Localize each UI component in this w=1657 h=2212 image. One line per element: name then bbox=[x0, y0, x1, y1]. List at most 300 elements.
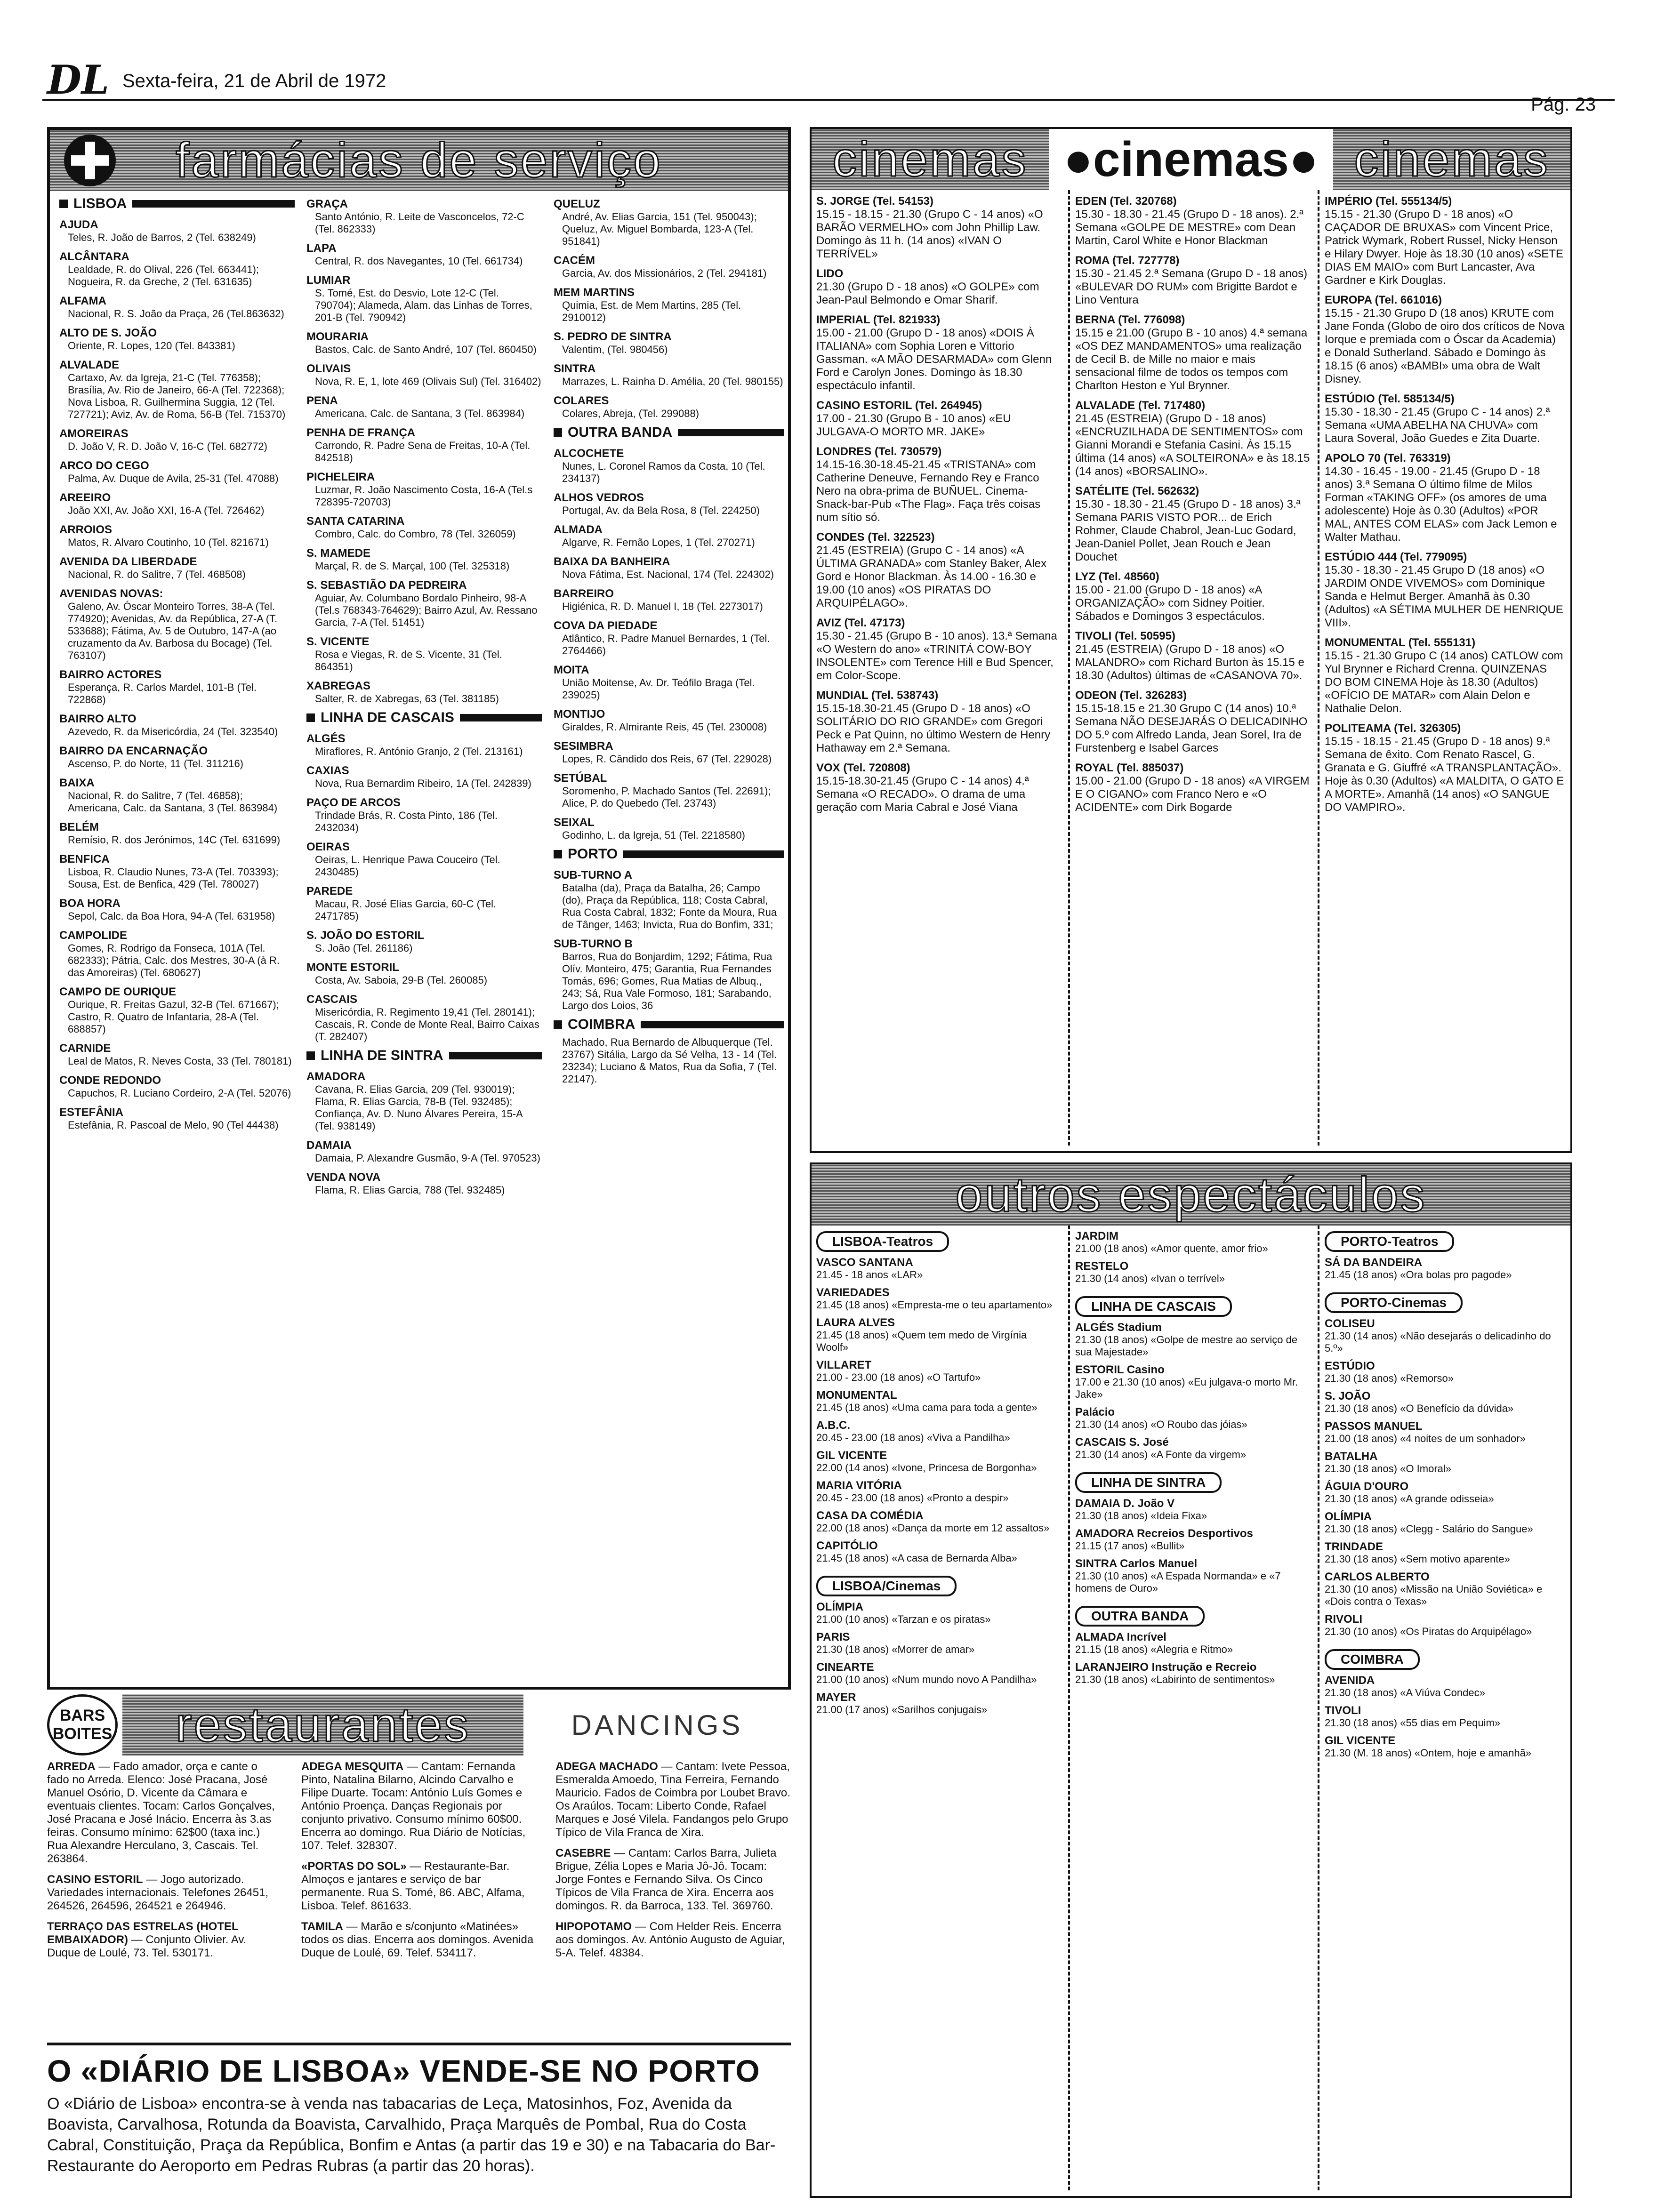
cinema-listing bbox=[1075, 630, 1311, 682]
venue-name: AMADORA Recreios Desportivos bbox=[1075, 1527, 1253, 1540]
cinema-listing bbox=[1325, 452, 1565, 544]
pharmacy-entry: Luzmar, R. João Nascimento Costa, 16-A (Tel.s 728395-720703) bbox=[315, 484, 533, 508]
venue-name: VARIEDADES bbox=[816, 1286, 890, 1299]
farmacias-sintra-cont-list bbox=[554, 198, 784, 420]
pharmacy-entry: Carrondo, R. Padre Sena de Freitas, 10-A (Tel. 842518) bbox=[315, 440, 531, 464]
show-listing bbox=[1075, 1558, 1311, 1595]
show-listing bbox=[1325, 1318, 1565, 1354]
mid-top-list bbox=[1075, 1226, 1311, 1285]
pharmacy-location: ARROIOS bbox=[59, 523, 113, 536]
cinema-details: 15.15 e 21.00 (Grupo B - 10 anos) 4.ª semana «OS DEZ MANDAMENTOS» uma realização de Cecil B. de Mille no maior e mais sensacional filme de todos os tempos com Charlton Heston e Yul Brynner. bbox=[1075, 327, 1308, 392]
cinemas-title-right: cinemas bbox=[1333, 129, 1570, 190]
pharmacy-location: MEM MARTINS bbox=[554, 286, 635, 299]
pharmacy-entry: Nova, Rua Bernardim Ribeiro, 1A (Tel. 242839) bbox=[315, 777, 531, 789]
coimbra-header: COIMBRA bbox=[554, 1017, 784, 1033]
cinema-listing bbox=[1075, 689, 1311, 755]
show-listing bbox=[816, 1661, 1061, 1686]
venue-name: Palácio bbox=[1075, 1406, 1115, 1419]
cinema-listing bbox=[816, 531, 1061, 610]
venue-name: VILLARET bbox=[816, 1359, 872, 1371]
pharmacy-entry: Nova Fátima, Est. Nacional, 174 (Tel. 224302) bbox=[562, 569, 774, 580]
show-details: 21.15 (17 anos) «Bullit» bbox=[1075, 1540, 1185, 1552]
restaurantes-col-2 bbox=[301, 1760, 537, 2033]
outros-col-2 bbox=[1075, 1226, 1311, 2190]
pharmacy-entry: Esperança, R. Carlos Mardel, 101-B (Tel. 722868) bbox=[68, 681, 257, 705]
pharmacy-entry: Valentim, (Tel. 980456) bbox=[562, 344, 668, 355]
show-details: 21.45 (18 anos) «Uma cama para toda a gente» bbox=[816, 1402, 1038, 1413]
show-listing bbox=[1325, 1390, 1565, 1415]
pharmacy-location: MOURARIA bbox=[306, 330, 369, 343]
show-details: 21.15 (18 anos) «Alegria e Ritmo» bbox=[1075, 1643, 1233, 1655]
pharmacy-location: MONTE ESTORIL bbox=[306, 961, 399, 974]
pharmacy-location: GRAÇA bbox=[306, 198, 348, 210]
pharmacy-entry: Lealdade, R. do Olival, 226 (Tel. 663441); Nogueira, R. da Greche, 2 (Tel. 631635) bbox=[68, 264, 259, 288]
bars-boites-badge: BARS BOITES bbox=[47, 1694, 118, 1755]
pharmacy-entry: Quimia, Est. de Mem Martins, 285 (Tel. 2910012) bbox=[562, 299, 741, 323]
pharmacy-entry: Salter, R. de Xabregas, 63 (Tel. 381185) bbox=[315, 693, 499, 705]
cinema-listing bbox=[816, 313, 1061, 393]
cinema-details: 15.15 - 21.30 Grupo D (18 anos) KRUTE com Jane Fonda (Globo de oiro dos críticos de Nova Iorque e premiada com o Óscar da Academia) e Donald Sutherland. Sábado e Domingo às 18.15 (6 anos) «BAMBI» uma obra de Walt Disney. bbox=[1325, 307, 1565, 385]
restaurantes-band-row bbox=[47, 1694, 791, 1755]
outros-band: outros espectáculos bbox=[812, 1164, 1570, 1226]
show-details: 20.45 - 23.00 (18 anos) «Viva a Pandilha» bbox=[816, 1432, 1010, 1443]
pharmacy-location: BOA HORA bbox=[59, 897, 121, 910]
pharmacy-location: DAMAIA bbox=[306, 1139, 352, 1152]
pharmacy-entry: Oriente, R. Lopes, 120 (Tel. 843381) bbox=[68, 340, 235, 352]
show-listing bbox=[816, 1317, 1061, 1354]
venue-name: GIL VICENTE bbox=[1325, 1734, 1396, 1747]
pharmacy-location: PENA bbox=[306, 394, 338, 407]
show-listing bbox=[1325, 1571, 1565, 1608]
cinema-listing bbox=[1075, 254, 1311, 307]
show-listing bbox=[1325, 1511, 1565, 1535]
cinemas-col-3 bbox=[1325, 190, 1565, 1146]
cinema-listing bbox=[1075, 570, 1311, 623]
pharmacy-location: AJUDA bbox=[59, 218, 98, 231]
linha-cascais-header: LINHA DE CASCAIS bbox=[306, 710, 542, 726]
pharmacy-entry: Colares, Abreja, (Tel. 299088) bbox=[562, 408, 700, 419]
farmacias-band bbox=[50, 130, 788, 191]
pharmacy-entry: Garcia, Av. dos Missionários, 2 (Tel. 294181) bbox=[562, 267, 767, 279]
pharmacy-location: SUB-TURNO B bbox=[554, 938, 633, 950]
cinemas-band bbox=[812, 129, 1570, 190]
venue-listing bbox=[301, 1860, 537, 1913]
pharmacy-location: SINTRA bbox=[554, 362, 596, 375]
pharmacy-entry: Palma, Av. Duque de Avila, 25-31 (Tel. 47088) bbox=[68, 473, 279, 484]
venue-name: RESTELO bbox=[1075, 1260, 1129, 1273]
coimbra-label: COIMBRA bbox=[1325, 1649, 1420, 1670]
pharmacy-location: OEIRAS bbox=[306, 841, 350, 853]
venue-name: TRINDADE bbox=[1325, 1540, 1383, 1553]
show-listing bbox=[816, 1510, 1061, 1534]
cinema-listing bbox=[816, 689, 1061, 755]
venue-name: JARDIM bbox=[1075, 1230, 1119, 1242]
cinema-listing bbox=[1325, 294, 1565, 386]
venue-name: DAMAIA D. João V bbox=[1075, 1497, 1175, 1510]
pharmacy-location: ALCÂNTARA bbox=[59, 250, 129, 263]
cinema-details: 15.00 - 21.00 (Grupo D - 18 anos) «DOIS À ITALIANA» com Sophia Loren e Vittorio Gassman. «A MÃO DESARMADA» com Glenn Ford e Carolyn Jones. Domingo às 18.30 espectáculo infantil. bbox=[816, 327, 1052, 392]
show-listing bbox=[1075, 1322, 1311, 1358]
pharmacy-location: CONDE REDONDO bbox=[59, 1074, 161, 1087]
pharmacy-location: S. VICENTE bbox=[306, 635, 370, 648]
venue-name: ESTÚDIO bbox=[1325, 1360, 1375, 1372]
cinemas-title-center: ●cinemas● bbox=[1049, 129, 1334, 190]
farmacias-col-1 bbox=[59, 191, 295, 1683]
notice-title: O «DIÁRIO DE LISBOA» VENDE-SE NO PORTO bbox=[47, 2053, 760, 2088]
venue-name: ESTORIL Casino bbox=[1075, 1363, 1165, 1376]
cinemas-title-left: cinemas bbox=[812, 129, 1049, 190]
cinema-listing bbox=[816, 399, 1061, 439]
pharmacy-entry: Combro, Calc. do Combro, 78 (Tel. 326059) bbox=[315, 528, 516, 540]
show-details: 21.30 (14 anos) «O Roubo das jóias» bbox=[1075, 1419, 1247, 1430]
show-details: 21.30 (18 anos) «A Viúva Condec» bbox=[1325, 1687, 1485, 1699]
farmacias-porto-list bbox=[554, 869, 784, 1012]
show-details: 20.45 - 23.00 (18 anos) «Pronto a despir» bbox=[816, 1492, 1009, 1504]
pharmacy-entry: Trindade Brás, R. Costa Pinto, 186 (Tel. 2432034) bbox=[315, 809, 498, 834]
pharmacy-entry: Gomes, R. Rodrigo da Fonseca, 101A (Tel. 682333); Pátria, Calc. dos Mestres, 30-A (à R. das Amoreiras) (Tel. 680627) bbox=[68, 942, 280, 978]
venue-name: CASCAIS S. José bbox=[1075, 1436, 1169, 1449]
show-details: 21.45 (18 anos) «Quem tem medo de Virgínia Woolf» bbox=[816, 1329, 1027, 1353]
venue-name: SINTRA Carlos Manuel bbox=[1075, 1557, 1198, 1570]
pharmacy-entry: André, Av. Elias Garcia, 151 (Tel. 950043); Queluz, Av. Miguel Bombarda, 123-A (Tel. 951841) bbox=[562, 211, 757, 247]
cross-icon bbox=[64, 135, 116, 186]
cinema-listing bbox=[1325, 722, 1565, 814]
show-details: 21.30 (18 anos) «Morrer de amar» bbox=[816, 1643, 975, 1655]
cinema-details: 21.45 (ESTREIA) (Grupo D - 18 anos) «O MALANDRO» com Richard Burton às 15.15 e 18.30 (Adultos) últimas de «CASANOVA 70». bbox=[1075, 643, 1304, 682]
pharmacy-entry: Atlântico, R. Padre Manuel Bernardes, 1 (Tel. 2764466) bbox=[562, 633, 770, 657]
dancings-label: DANCINGS bbox=[571, 1709, 743, 1741]
cinema-details: 15.15-18.30-21.45 (Grupo C - 14 anos) 4.ª Semana «O RECADO». O drama de uma geração com Maria Cabral e José Viana bbox=[816, 775, 1029, 814]
show-listing bbox=[816, 1419, 1061, 1444]
pharmacy-entry: Lisboa, R. Claudio Nunes, 73-A (Tel. 703393); Sousa, Est. de Benfica, 429 (Tel. 780027) bbox=[68, 866, 279, 890]
show-details: 21.00 (17 anos) «Sarilhos conjugais» bbox=[816, 1704, 988, 1715]
pharmacy-entry: Miraflores, R. António Granjo, 2 (Tel. 213161) bbox=[315, 745, 523, 757]
cinema-details: 21.45 (ESTREIA) (Grupo C - 14 anos) «A ÚLTIMA GRANADA» com Stanley Baker, Alex Gord e Honor Blackman. Às 14.00 - 16.30 e 19.00 (10 anos) «OS PIRATAS DO ARQUIPÉLAGO». bbox=[816, 544, 1047, 609]
farmacias-col-2 bbox=[306, 191, 542, 1683]
cinema-details: 15.30 - 18.30 - 21.45 (Grupo D - 18 anos) 3.ª Semana PARIS VISTO POR... de Erich Rohmer, Claude Chabrol, Jean-Luc Godard, Jean-Daniel Pollet, Jean Rouch e Jean Douchet bbox=[1075, 498, 1301, 563]
show-details: 21.30 (10 anos) «Os Piratas do Arquipélago» bbox=[1325, 1626, 1532, 1637]
cinema-details: 15.30 - 21.45 2.ª Semana (Grupo D - 18 anos) «BULEVAR DO RUM» com Brigitte Bardot e Lino Ventura bbox=[1075, 267, 1308, 306]
show-details: 21.30 (18 anos) «Labirinto de sentimentos» bbox=[1075, 1674, 1275, 1685]
show-details: 17.00 e 21.30 (10 anos) «Eu julgava-o morto Mr. Jake» bbox=[1075, 1376, 1298, 1400]
porto-teatros-list bbox=[1325, 1257, 1565, 1281]
pharmacy-location: ALHOS VEDROS bbox=[554, 491, 644, 504]
pharmacy-location: AMOREIRAS bbox=[59, 427, 129, 440]
venue-listing bbox=[301, 1760, 537, 1852]
venue-details: — Restaurante-Bar. Almoços e jantares e serviço de bar permanente. Rua S. Tomé, 86. ABC, Alfama, Lisboa. Telef. 861633. bbox=[301, 1860, 525, 1912]
show-details: 21.30 (18 anos) «O Imoral» bbox=[1325, 1463, 1452, 1475]
venue-name: ADEGA MESQUITA bbox=[301, 1760, 404, 1773]
show-details: 21.45 - 18 anos «LAR» bbox=[816, 1269, 923, 1281]
show-details: 21.30 (18 anos) «Clegg - Salário do Sangue» bbox=[1325, 1523, 1533, 1535]
cinema-name: VOX (Tel. 720808) bbox=[816, 761, 910, 774]
show-listing bbox=[1325, 1675, 1565, 1699]
lisboa-header: LISBOA bbox=[59, 196, 295, 212]
pharmacy-entry: Teles, R. João de Barros, 2 (Tel. 638249) bbox=[68, 232, 256, 243]
cinema-name: ODEON (Tel. 326283) bbox=[1075, 689, 1187, 702]
porto-cinemas-label: PORTO-Cinemas bbox=[1325, 1292, 1463, 1313]
pharmacy-location: OLIVAIS bbox=[306, 362, 351, 375]
show-listing bbox=[816, 1631, 1061, 1656]
pharmacy-entry: Aguiar, Av. Columbano Bordalo Pinheiro, 98-A (Tel.s 768343-764629); Bairro Azul, Av. Ressano Garcia, 7-A (Tel. 51451) bbox=[315, 592, 538, 628]
show-listing bbox=[1325, 1481, 1565, 1505]
pharmacy-location: BAIRRO ALTO bbox=[59, 713, 137, 725]
pharmacy-entry: S. Tomé, Est. do Desvio, Lote 12-C (Tel. 790704); Alameda, Alam. das Linhas de Torres, 201-B (Tel. 790942) bbox=[315, 287, 532, 323]
cinema-listing bbox=[816, 761, 1061, 814]
cinema-listing bbox=[816, 267, 1061, 307]
pharmacy-location: QUELUZ bbox=[554, 198, 600, 210]
show-details: 21.00 (18 anos) «Amor quente, amor frio» bbox=[1075, 1242, 1268, 1254]
cinema-name: EUROPA (Tel. 661016) bbox=[1325, 294, 1442, 306]
show-listing bbox=[1325, 1420, 1565, 1445]
cinemas-section bbox=[810, 127, 1572, 1153]
show-details: 21.30 (10 anos) «A Espada Normanda» e «7 homens de Ouro» bbox=[1075, 1570, 1281, 1594]
pharmacy-entry: Barros, Rua do Bonjardim, 1292; Fátima, Rua Olív. Monteiro, 475; Garantia, Rua Fernandes Tomás, 696; Gomes, Rua Matias de Albuq., 243; Sá, Rua Vale Formoso, 181; Sarabando, Largo dos Loios, 36 bbox=[562, 951, 772, 1011]
cinema-listing bbox=[1325, 551, 1565, 630]
venue-name: BATALHA bbox=[1325, 1450, 1378, 1463]
pharmacy-entry: Santo António, R. Leite de Vasconcelos, 72-C (Tel. 862333) bbox=[315, 211, 524, 235]
venue-name: MONUMENTAL bbox=[816, 1389, 897, 1402]
pharmacy-location: ALCOCHETE bbox=[554, 447, 624, 460]
show-listing bbox=[816, 1257, 1061, 1281]
show-details: 21.30 (18 anos) «55 dias em Pequim» bbox=[1325, 1717, 1501, 1729]
pharmacy-location: PENHA DE FRANÇA bbox=[306, 426, 416, 439]
lisboa-teatros-label: LISBOA-Teatros bbox=[816, 1231, 949, 1252]
column-divider bbox=[1318, 190, 1319, 1146]
restaurantes-col-1 bbox=[47, 1760, 282, 2033]
lisboa-cinemas-list bbox=[816, 1601, 1061, 1716]
pharmacy-entry: Ourique, R. Freitas Gazul, 32-B (Tel. 671667); Castro, R. Quatro de Infantaria, 28-A (Tel. 688857) bbox=[68, 999, 279, 1035]
show-details: 21.30 (18 anos) «A grande odisseia» bbox=[1325, 1493, 1494, 1505]
venue-name: CINEARTE bbox=[816, 1661, 874, 1674]
cinema-name: LONDRES (Tel. 730579) bbox=[816, 445, 942, 458]
page-number: Pág. 23 bbox=[1531, 94, 1596, 115]
farmacias-lisboa-list-2 bbox=[306, 198, 542, 705]
venue-listing bbox=[555, 1920, 791, 1960]
show-details: 22.00 (14 anos) «Ivone, Princesa de Borgonha» bbox=[816, 1462, 1037, 1474]
show-listing bbox=[1325, 1257, 1565, 1281]
venue-name: MARIA VITÓRIA bbox=[816, 1479, 902, 1492]
newspaper-logo: DL bbox=[47, 56, 109, 103]
pharmacy-location: MOITA bbox=[554, 664, 589, 676]
show-listing bbox=[1075, 1498, 1311, 1522]
farmacias-lisboa-list-1 bbox=[59, 218, 295, 1131]
pharmacy-location: VENDA NOVA bbox=[306, 1171, 381, 1184]
show-listing bbox=[816, 1450, 1061, 1474]
cinema-details: 14.30 - 16.45 - 19.00 - 21.45 (Grupo D - 18 anos) 3.ª Semana O último filme de Milos Forman «TAKING OFF» (os amores de uma adolescente) Hoje às 0.30 (Adultos) «POR MAL, ANTES COM ELAS» com Jack Lemon e Walter Mathau. bbox=[1325, 465, 1557, 544]
cinemas-col-1 bbox=[816, 190, 1061, 1146]
pharmacy-location: COVA DA PIEDADE bbox=[554, 619, 658, 632]
outros-col-3 bbox=[1325, 1226, 1565, 2190]
venue-listing bbox=[555, 1760, 791, 1839]
pharmacy-entry: Marçal, R. de S. Marçal, 100 (Tel. 325318) bbox=[315, 560, 510, 572]
linha-cascais-label: LINHA DE CASCAIS bbox=[1075, 1296, 1232, 1317]
pharmacy-location: AVENIDAS NOVAS: bbox=[59, 587, 163, 600]
notice-text: O «Diário de Lisboa» encontra-se à venda nas tabacarias de Leça, Matosinhos, Foz, Avenida da Boavista, Carvalhosa, Rotunda da Boavista, Carvalhido, Praça Marquês de Pombal, Rua do Costa Cabral, Constituição, Praça da República, Bonfim e Antas (a partir das 19 e 30) e na Tabacaria do Bar-Restaurante do Aeroporto em Pedras Rubras (a partir das 20 horas). bbox=[47, 2095, 776, 2175]
issue-date: Sexta-feira, 21 de Abril de 1972 bbox=[122, 71, 386, 91]
pharmacy-entry: João XXI, Av. João XXI, 16-A (Tel. 726462) bbox=[68, 505, 265, 516]
lisboa-teatros-list bbox=[816, 1257, 1061, 1564]
pharmacy-entry: Costa, Av. Saboia, 29-B (Tel. 260085) bbox=[315, 974, 488, 986]
pharmacy-entry: Algarve, R. Fernão Lopes, 1 (Tel. 270271) bbox=[562, 537, 755, 548]
pharmacy-entry: Galeno, Av. Óscar Monteiro Torres, 38-A (Tel. 774920); Avenidas, Av. da República, 27-A (T. 533688); Fátima, Av. 5 de Outubro, 147-A (ao cruzamento da Av. Barbosa du Bocage) (Tel. 763107) bbox=[68, 601, 278, 661]
cinema-details: 15.30 - 18.30 - 21.45 (Grupo C - 14 anos) 2.ª Semana «UMA ABELHA NA CHUVA» com Laura Soveral, João Guedes e Zita Duarte. bbox=[1325, 406, 1550, 445]
farmacias-sintra-list bbox=[306, 1070, 542, 1196]
venue-details: — Jogo autorizado. Variedades internacionais. Telefones 26451, 264526, 264596, 264521 e 264946. bbox=[47, 1873, 269, 1912]
pharmacy-location: COLARES bbox=[554, 394, 609, 407]
restaurantes-section bbox=[47, 1694, 791, 2033]
show-listing bbox=[816, 1359, 1061, 1384]
pharmacy-location: S. JOÃO DO ESTORIL bbox=[306, 929, 425, 942]
restaurantes-title: restaurantes bbox=[122, 1694, 523, 1755]
cinema-name: CONDES (Tel. 322523) bbox=[816, 531, 935, 544]
pharmacy-location: PICHELEIRA bbox=[306, 471, 375, 483]
show-details: 21.30 (10 anos) «Missão na União Soviética» e «Dois contra o Texas» bbox=[1325, 1583, 1543, 1607]
show-listing bbox=[1325, 1451, 1565, 1475]
pharmacy-location: CAMPOLIDE bbox=[59, 929, 127, 942]
outros-col-1 bbox=[816, 1226, 1061, 2190]
show-listing bbox=[816, 1287, 1061, 1311]
cinema-details: 15.15 - 18.15 - 21.45 (Grupo D - 18 anos) 9.ª Semana de êxito. Com Renato Rascel, G. Granata e G. Giuffré «A TRANSPLANTAÇÃO». Hoje às 0.30 (Adultos) «A MALDITA, O GATO E A MORTE». Amanhã (14 anos) «O SANGUE DO VAMPIRO». bbox=[1325, 735, 1564, 814]
venue-details: — Conjunto Olivier. Av. Duque de Loulé, 73. Tel. 530171. bbox=[47, 1933, 247, 1959]
outra-banda-label: OUTRA BANDA bbox=[1075, 1606, 1205, 1627]
cinema-listing bbox=[1325, 195, 1565, 287]
cinema-name: IMPERIAL (Tel. 821933) bbox=[816, 313, 941, 326]
cinema-listing bbox=[1075, 313, 1311, 393]
cinema-listing bbox=[1075, 761, 1311, 814]
cinema-details: 14.15-16.30-18.45-21.45 «TRISTANA» com Catherine Deneuve, Fernando Rey e Franco Nero na obra-prima de BUÑUEL. Cinema-Snack-bar-Pub «The Flag». Faça três coisas num sítio só. bbox=[816, 458, 1041, 524]
venue-name: RIVOLI bbox=[1325, 1613, 1363, 1626]
pharmacy-location: MONTIJO bbox=[554, 708, 605, 721]
venue-name: CAPITÓLIO bbox=[816, 1539, 878, 1552]
cinema-listing bbox=[816, 195, 1061, 261]
venue-name: TERRAÇO DAS ESTRELAS (HOTEL EMBAIXADOR) bbox=[47, 1920, 239, 1946]
pharmacy-location: CASCAIS bbox=[306, 993, 358, 1006]
show-listing bbox=[1075, 1406, 1311, 1431]
show-listing bbox=[1075, 1661, 1311, 1686]
pharmacy-entry: Bastos, Calc. de Santo André, 107 (Tel. 860450) bbox=[315, 344, 537, 355]
outros-section bbox=[810, 1162, 1572, 2198]
porto-header: PORTO bbox=[554, 846, 784, 862]
show-details: 21.30 (18 anos) «Remorso» bbox=[1325, 1372, 1454, 1384]
pharmacy-location: BENFICA bbox=[59, 853, 110, 866]
pharmacy-entry: Damaia, P. Alexandre Gusmão, 9-A (Tel. 970523) bbox=[315, 1152, 540, 1164]
cinema-details: 15.30 - 21.45 (Grupo B - 10 anos). 13.ª Semana «O Western do ano» «TRINITÁ COW-BOY INSOLENTE» com Terence Hill e Bud Spencer, em Color-Scope. bbox=[816, 630, 1057, 682]
venue-name: ALGÉS Stadium bbox=[1075, 1321, 1162, 1334]
cinema-name: SATÉLITE (Tel. 562632) bbox=[1075, 485, 1199, 497]
cinema-name: IMPÉRIO (Tel. 555134/5) bbox=[1325, 195, 1452, 208]
pharmacy-location: ALGÉS bbox=[306, 732, 346, 745]
pharmacy-entry: Matos, R. Alvaro Coutinho, 10 (Tel. 821671) bbox=[68, 537, 269, 548]
pharmacy-location: ALVALADE bbox=[59, 359, 120, 371]
cinema-name: ROMA (Tel. 727778) bbox=[1075, 254, 1180, 267]
show-listing bbox=[816, 1389, 1061, 1414]
cinema-name: POLITEAMA (Tel. 326305) bbox=[1325, 722, 1461, 735]
linha-sintra-header: LINHA DE SINTRA bbox=[306, 1048, 542, 1064]
porto-cinemas-list bbox=[1325, 1318, 1565, 1638]
farmacias-col-3 bbox=[554, 191, 784, 1683]
venue-name: LAURA ALVES bbox=[816, 1316, 895, 1329]
pharmacy-entry: Giraldes, R. Almirante Reis, 45 (Tel. 230008) bbox=[562, 721, 767, 733]
pharmacy-entry: Leal de Matos, R. Neves Costa, 33 (Tel. 780181) bbox=[68, 1055, 292, 1067]
show-details: 21.30 (M. 18 anos) «Ontem, hoje e amanhã» bbox=[1325, 1747, 1532, 1759]
show-details: 21.00 (10 anos) «Tarzan e os piratas» bbox=[816, 1613, 991, 1625]
pharmacy-entry: S. João (Tel. 261186) bbox=[315, 942, 413, 954]
show-listing bbox=[1075, 1528, 1311, 1552]
venue-name: ALMADA Incrível bbox=[1075, 1631, 1166, 1643]
show-listing bbox=[1325, 1735, 1565, 1759]
pharmacy-location: ARCO DO CEGO bbox=[59, 459, 149, 472]
cinema-listing bbox=[816, 617, 1061, 682]
pharmacy-entry: Nunes, L. Coronel Ramos da Costa, 10 (Tel. 234137) bbox=[562, 460, 765, 484]
cinema-name: APOLO 70 (Tel. 763319) bbox=[1325, 452, 1451, 465]
cinema-listing bbox=[1325, 393, 1565, 445]
cinema-name: BERNA (Tel. 776098) bbox=[1075, 313, 1185, 326]
venue-details: — Fado amador, orça e cante o fado no Arreda. Elenco: José Pracana, José Manuel Osório, D. Vicente da Câmara e eventuais clientes. Tocam: Carlos Gonçalves, José Pracana e José Inácio. Encerra às 3.as feiras. Consumo mínimo: 62$00 (taxa inc.) Rua Alexandre Herculano, 3, Cascais. Tel. 263864. bbox=[47, 1760, 275, 1865]
cinema-name: LYZ (Tel. 48560) bbox=[1075, 570, 1159, 583]
farmacias-title: farmácias de serviço bbox=[176, 133, 662, 188]
show-details: 21.30 (18 anos) «Sem motivo aparente» bbox=[1325, 1553, 1510, 1565]
venue-listing bbox=[47, 1920, 282, 1960]
show-listing bbox=[1075, 1436, 1311, 1461]
cinema-name: CASINO ESTORIL (Tel. 264945) bbox=[816, 399, 982, 412]
pharmacy-entry: Portugal, Av. da Bela Rosa, 8 (Tel. 224250) bbox=[562, 505, 760, 516]
show-listing bbox=[1325, 1613, 1565, 1638]
pharmacy-location: SUB-TURNO A bbox=[554, 869, 633, 882]
pharmacy-location: CAMPO DE OURIQUE bbox=[59, 986, 177, 998]
pharmacy-entry: D. João V, R. D. João V, 16-C (Tel. 682772) bbox=[68, 441, 267, 452]
show-listing bbox=[1075, 1631, 1311, 1656]
pharmacy-location: SESIMBRA bbox=[554, 740, 613, 753]
coimbra-pharmacies: Machado, Rua Bernardo de Albuquerque (Tel. 23767) Sitália, Largo da Sé Velha, 13 - 14 (Tel. 23234); Luciano & Matos, Rua da Sofia, 7 (Tel. 22147). bbox=[562, 1036, 777, 1085]
venue-name: OLÍMPIA bbox=[816, 1601, 863, 1613]
pharmacy-location: ALFAMA bbox=[59, 295, 106, 307]
pharmacy-location: CAXIAS bbox=[306, 764, 349, 777]
lisboa-cinemas-label: LISBOA/Cinemas bbox=[816, 1576, 957, 1596]
banda-shows-list bbox=[1075, 1631, 1311, 1686]
column-divider bbox=[1318, 1226, 1319, 2190]
show-details: 21.30 (14 anos) «Não desejarás o delicadinho do 5.º» bbox=[1325, 1330, 1551, 1354]
pharmacy-location: AMADORA bbox=[306, 1070, 366, 1083]
show-details: 21.00 (10 anos) «Num mundo novo A Pandilha» bbox=[816, 1674, 1037, 1685]
venue-name: HIPOPOTAMO bbox=[555, 1920, 632, 1933]
show-listing bbox=[1325, 1541, 1565, 1565]
venue-name: CASINO ESTORIL bbox=[47, 1873, 143, 1886]
pharmacy-entry: Higiénica, R. D. Manuel I, 18 (Tel. 2273017) bbox=[562, 601, 763, 612]
cinema-details: 17.00 - 21.30 (Grupo B - 10 anos) «EU JULGAVA-O MORTO MR. JAKE» bbox=[816, 412, 1011, 438]
show-listing bbox=[1075, 1364, 1311, 1401]
pharmacy-entry: Nacional, R. S. João da Praça, 26 (Tel.863632) bbox=[68, 308, 284, 320]
cinemas-col-2 bbox=[1075, 190, 1311, 1146]
show-details: 21.00 - 23.00 (18 anos) «O Tartufo» bbox=[816, 1371, 981, 1383]
show-listing bbox=[816, 1601, 1061, 1626]
venue-name: SÁ DA BANDEIRA bbox=[1325, 1256, 1423, 1269]
show-details: 21.45 (18 anos) «A casa de Bernarda Alba» bbox=[816, 1552, 1017, 1564]
farmacias-banda-list bbox=[554, 447, 784, 842]
venue-details: — Cantam: Carlos Barra, Julieta Brigue, Zélia Lopes e Maria Jô-Jô. Tocam: Jorge Fontes e Fernando Silva. Os Cinco Típicos de Vila Franca de Xira. Encerra aos domingos. R. da Barroca, 133. Tel. 369760. bbox=[555, 1847, 777, 1912]
pharmacy-location: ESTEFÂNIA bbox=[59, 1106, 124, 1119]
show-details: 21.45 (18 anos) «Empresta-me o teu apartamento» bbox=[816, 1299, 1053, 1311]
pharmacy-entry: Sepol, Calc. da Boa Hora, 94-A (Tel. 631958) bbox=[68, 910, 275, 922]
cinema-name: ESTÚDIO 444 (Tel. 779095) bbox=[1325, 551, 1467, 563]
pharmacy-entry: Central, R. dos Navegantes, 10 (Tel. 661734) bbox=[315, 255, 523, 267]
venue-listing bbox=[555, 1847, 791, 1913]
venue-name: MAYER bbox=[816, 1691, 856, 1704]
farmacias-cascais-list bbox=[306, 732, 542, 1043]
cinema-details: 15.00 - 21.00 (Grupo D - 18 anos) «A VIRGEM E O CIGANO» com Franco Nero e «O ACIDENTE» com Dirk Bogarde bbox=[1075, 775, 1310, 814]
show-listing bbox=[816, 1691, 1061, 1716]
show-details: 21.45 (18 anos) «Ora bolas pro pagode» bbox=[1325, 1269, 1512, 1281]
